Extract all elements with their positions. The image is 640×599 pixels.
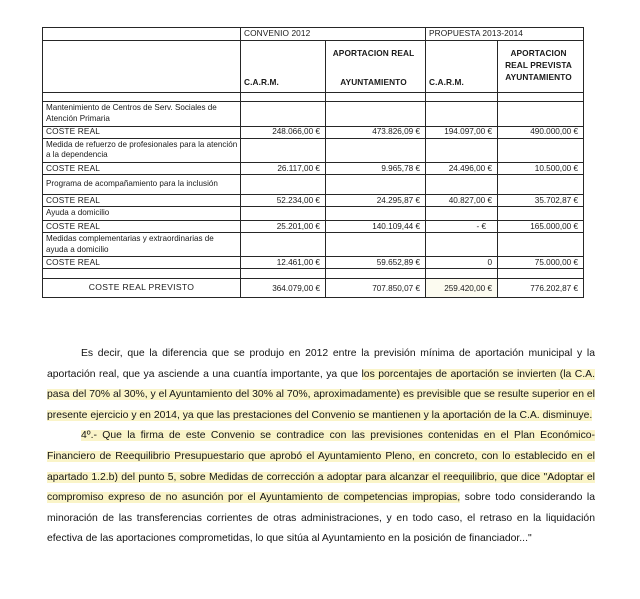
section-desc-empty-c [426, 207, 498, 221]
value-propuesta-carm: 194.097,00 € [426, 126, 498, 138]
paragraph-punto-cuarto [47, 426, 595, 550]
value-propuesta-ayuntamiento: 75.000,00 € [498, 257, 584, 269]
subheader-propuesta-ayuntamiento [498, 41, 584, 93]
value-propuesta-ayuntamiento: 10.500,00 € [498, 163, 584, 175]
section-desc-empty-b [326, 175, 426, 195]
section-desc-empty-c [426, 138, 498, 163]
table-row [43, 126, 584, 138]
table-row [43, 257, 584, 269]
total-propuesta-ayuntamiento: 776.202,87 € [498, 279, 584, 298]
value-convenio-ayuntamiento: 140.109,44 € [326, 220, 426, 232]
section-desc-empty-d [498, 207, 584, 221]
section-desc-empty-c [426, 232, 498, 257]
subheader-aportacion-real-label: APORTACION REAL [332, 48, 415, 58]
subheader-convenio-ayuntamiento [326, 41, 426, 93]
total-label: COSTE REAL PREVISTO [43, 279, 241, 298]
section-desc-empty-a [241, 138, 326, 163]
section-desc-empty-a [241, 207, 326, 221]
paragraph-1-highlighted-text: los porcentajes de aportación se invierten (la C.A. pasa del 70% al 30%, y el Ayuntamiento del 30% al 70%, aproximadamente) es previsible que se resulte superior en el presente ejercicio y en 2014, ya que las prestaciones del Convenio se mantienen y la aportación de la C.A. disminuye. [47, 368, 595, 421]
gap-cell-c [426, 269, 498, 279]
table-row [43, 138, 584, 163]
document-body [47, 344, 595, 550]
section-description: Medida de refuerzo de profesionales para la atención a la dependencia [43, 138, 241, 163]
coste-real-label: COSTE REAL [43, 195, 241, 207]
total-propuesta-carm: 259.420,00 € [426, 279, 498, 298]
subheader-blank [43, 41, 241, 93]
subheader-propuesta-carm [426, 41, 498, 93]
subheader-convenio-carm [241, 41, 326, 93]
section-desc-empty-a [241, 232, 326, 257]
value-propuesta-ayuntamiento: 490.000,00 € [498, 126, 584, 138]
financial-table-container [42, 27, 583, 298]
section-desc-empty-d [498, 138, 584, 163]
section-desc-empty-c [426, 175, 498, 195]
coste-real-label: COSTE REAL [43, 163, 241, 175]
paragraph-1-plain-text: Es decir, que la diferencia que se produjo en 2012 entre la previsión mínima de aportación municipal y la aportación real, que ya asciende a una cuantía importante, ya que [47, 348, 595, 380]
section-desc-empty-d [498, 232, 584, 257]
table-header [43, 28, 584, 93]
section-desc-empty-b [326, 232, 426, 257]
value-convenio-carm: 12.461,00 € [241, 257, 326, 269]
table-row [43, 175, 584, 195]
section-desc-empty-c [426, 102, 498, 127]
section-desc-empty-b [326, 138, 426, 163]
value-convenio-ayuntamiento: 59.652,89 € [326, 257, 426, 269]
table-row [43, 207, 584, 221]
section-description: Mantenimiento de Centros de Serv. Sociales de Atención Primaria [43, 102, 241, 127]
table-gap-row [43, 269, 584, 279]
section-description: Ayuda a domicilio [43, 207, 241, 221]
aportacion-prevista-line-2: REAL PREVISTA [505, 60, 572, 71]
financial-table [42, 27, 584, 298]
header-group-propuesta-2013-2014: PROPUESTA 2013-2014 [426, 28, 584, 41]
gap-cell-a [241, 269, 326, 279]
table-row [43, 220, 584, 232]
table-spacer-row [43, 93, 584, 102]
value-convenio-carm: 52.234,00 € [241, 195, 326, 207]
section-desc-empty-d [498, 102, 584, 127]
gap-cell-b [326, 269, 426, 279]
subheader-convenio-carm-label: C.A.R.M. [244, 76, 279, 87]
value-convenio-ayuntamiento: 473.826,09 € [326, 126, 426, 138]
coste-real-label: COSTE REAL [43, 220, 241, 232]
subheader-ayuntamiento-label: AYUNTAMIENTO [340, 76, 407, 87]
spacer-cell-b [326, 93, 426, 102]
coste-real-label: COSTE REAL [43, 126, 241, 138]
value-convenio-ayuntamiento: 9.965,78 € [326, 163, 426, 175]
section-desc-empty-a [241, 102, 326, 127]
header-group-convenio-2012: CONVENIO 2012 [241, 28, 426, 41]
total-convenio-ayuntamiento: 707.850,07 € [326, 279, 426, 298]
section-desc-empty-a [241, 175, 326, 195]
spacer-cell-d [498, 93, 584, 102]
value-propuesta-carm: 40.827,00 € [426, 195, 498, 207]
value-propuesta-carm: 0 [426, 257, 498, 269]
value-propuesta-carm: 24.496,00 € [426, 163, 498, 175]
table-total-row [43, 279, 584, 298]
value-propuesta-ayuntamiento: 165.000,00 € [498, 220, 584, 232]
aportacion-prevista-line-1: APORTACION [510, 48, 567, 58]
table-row [43, 195, 584, 207]
table-row [43, 232, 584, 257]
total-convenio-carm: 364.079,00 € [241, 279, 326, 298]
header-blank-corner [43, 28, 241, 41]
paragraph-2-highlighted-text: 4º.- Que la firma de este Convenio se contradice con las previsiones contenidas en el Plan Económico-Financiero de Reequilibrio Presupuestario que aprobó el Ayuntamiento Pleno, en concreto, con lo establecido en el apartado 1.2.b) del punto 5, sobre Medidas de corrección a adoptar para alcanzar el reequilibrio, que dice "Adoptar el compromiso expreso de no asunción por el Ayuntamiento de competencias impropias, [47, 430, 595, 504]
gap-cell-d [498, 269, 584, 279]
spacer-cell-c [426, 93, 498, 102]
section-desc-empty-b [326, 207, 426, 221]
value-convenio-carm: 25.201,00 € [241, 220, 326, 232]
table-group-header-row [43, 28, 584, 41]
subheader-propuesta-carm-label: C.A.R.M. [429, 76, 464, 87]
value-propuesta-ayuntamiento: 35.702,87 € [498, 195, 584, 207]
paragraph-2-plain-text: sobre todo considerando la minoración de las transferencias corrientes de otras administraciones, y en todo caso, el retraso en la liquidación efectiva de las aportaciones comprometidas, lo que sitúa al Ayuntamiento en la posición de financiador..." [47, 492, 595, 545]
table-body [43, 93, 584, 298]
section-description: Medidas complementarias y extraordinarias de ayuda a domicilio [43, 232, 241, 257]
gap-cell-label [43, 269, 241, 279]
value-propuesta-carm: - € [426, 220, 498, 232]
table-row [43, 163, 584, 175]
section-desc-empty-d [498, 175, 584, 195]
value-convenio-ayuntamiento: 24.295,87 € [326, 195, 426, 207]
value-convenio-carm: 26.117,00 € [241, 163, 326, 175]
section-description: Programa de acompañamiento para la inclusión [43, 175, 241, 195]
value-convenio-carm: 248.066,00 € [241, 126, 326, 138]
spacer-cell-label [43, 93, 241, 102]
coste-real-label: COSTE REAL [43, 257, 241, 269]
aportacion-prevista-line-3: AYUNTAMIENTO [505, 72, 572, 83]
table-sub-header-row [43, 41, 584, 93]
subheader-aportacion-prevista-label [498, 47, 579, 83]
paragraph-es-decir [47, 344, 595, 426]
table-row [43, 102, 584, 127]
section-desc-empty-b [326, 102, 426, 127]
spacer-cell-a [241, 93, 326, 102]
